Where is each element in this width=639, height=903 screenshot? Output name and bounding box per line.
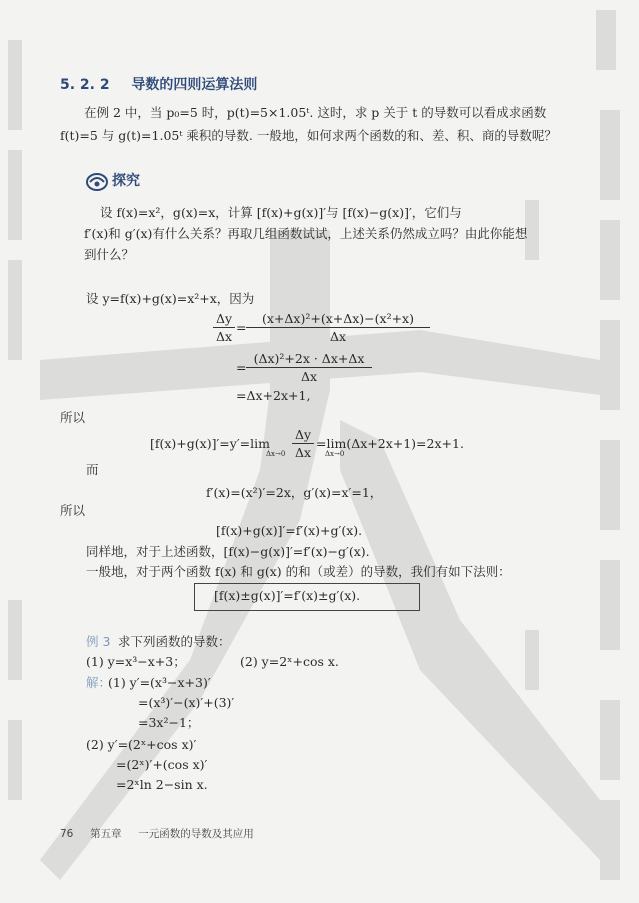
page-number: 76 (60, 828, 74, 840)
intro-line-1: 在例 2 中，当 p₀=5 时，p(t)=5×1.05ᵗ. 这时，求 p 关于 t 的导数可以看成求函数 (84, 105, 547, 120)
solution-1-line-2: =(x³)′−(x)′+(3)′ (138, 695, 235, 710)
eq-sign-1: = (236, 320, 247, 335)
er-word: 而 (86, 462, 99, 477)
section-title: 导数的四则运算法则 (131, 77, 258, 93)
explore-line-1: 设 f(x)=x²，g(x)=x，计算 [f(x)+g(x)]′与 [f(x)−g(x)]′，它们与 (100, 205, 462, 220)
solution-label: 解： (86, 675, 112, 690)
intro-line-2: f(t)=5 与 g(t)=1.05ᵗ 乘积的导数. 一般地，如何求两个函数的和、差、积、商的导数呢？ (60, 128, 557, 143)
suoyi-2: 所以 (60, 503, 86, 518)
frac-dy-den: Δx (215, 329, 233, 344)
example-prompt: 求下列函数的导数： (118, 634, 231, 649)
limit-rhs: =lim(Δx+2x+1)=2x+1. (316, 436, 464, 451)
rule-box-text: [f(x)±g(x)]′=f′(x)±g′(x). (214, 588, 361, 603)
limit-sub-1: Δx→0 (266, 450, 286, 458)
explore-line-2: f′(x)和 g′(x)有什么关系？再取几组函数试试，上述关系仍然成立吗？由此你能想 (84, 226, 528, 241)
solution-1-line-3: =3x²−1； (138, 715, 200, 730)
derivatives-line: f′(x)=(x²)′=2x，g′(x)=x′=1， (206, 485, 383, 500)
example-q1: (1) y=x³−x+3； (86, 654, 186, 669)
section-number: 5. 2. 2 (60, 77, 110, 93)
frac-2-line (246, 327, 430, 328)
chapter-title: 一元函数的导数及其应用 (138, 828, 254, 840)
derivation-line-3: =Δx+2x+1, (236, 388, 311, 403)
limit-frac-line (292, 443, 314, 444)
explore-title: 探究 (112, 173, 140, 189)
solution-2-line-2: =(2ˣ)′+(cos x)′ (116, 757, 208, 772)
similar-line: 同样地，对于上述函数，[f(x)−g(x)]′=f′(x)−g′(x). (86, 544, 370, 559)
limit-frac-den: Δx (294, 445, 312, 460)
solution-1-line-1: (1) y′=(x³−x+3)′ (108, 675, 211, 690)
general-line: 一般地，对于两个函数 f(x) 和 g(x) 的和（或差）的导数，我们有如下法则： (86, 564, 511, 579)
limit-sub-2: Δx→0 (325, 450, 345, 458)
frac-2-num: (x+Δx)²+(x+Δx)−(x²+x) (261, 311, 414, 326)
example-q2: (2) y=2ˣ+cos x. (240, 654, 339, 669)
limit-frac-num: Δy (294, 427, 312, 442)
sum-rule: [f(x)+g(x)]′=f′(x)+g′(x). (216, 523, 363, 538)
suoyi-1: 所以 (60, 410, 86, 425)
chapter-label: 第五章 (90, 828, 122, 840)
explore-line-3: 到什么？ (84, 247, 135, 262)
frac-dy-num: Δy (215, 311, 233, 326)
frac-3-line (246, 367, 372, 368)
explore-icon (86, 171, 108, 191)
page-footer (60, 826, 254, 842)
derivation-setup: 设 y=f(x)+g(x)=x²+x，因为 (86, 291, 255, 306)
solution-2-line-1: (2) y′=(2ˣ+cos x)′ (86, 737, 197, 752)
solution-2-line-3: =2ˣln 2−sin x. (116, 777, 208, 792)
section-heading (60, 77, 257, 93)
frac-dy-line (213, 327, 235, 328)
eq-sign-2: = (236, 360, 247, 375)
frac-2-den: Δx (329, 329, 347, 344)
limit-lhs: [f(x)+g(x)]′=y′=lim (150, 436, 270, 451)
frac-3-den: Δx (300, 369, 318, 384)
example-label: 例 3 (86, 634, 111, 649)
frac-3-num: (Δx)²+2x · Δx+Δx (253, 351, 365, 366)
